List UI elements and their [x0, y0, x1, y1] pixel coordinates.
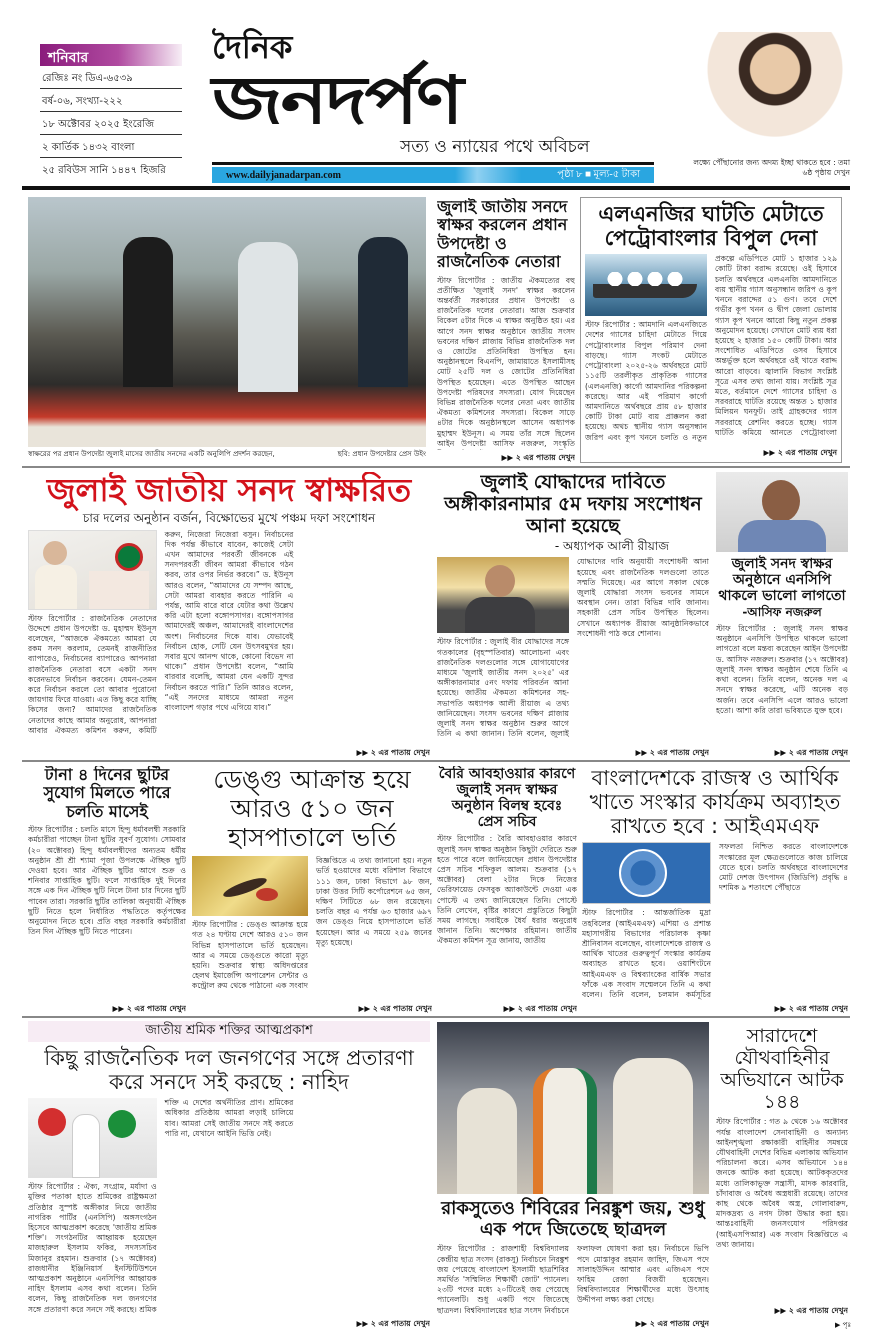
a3-article: [28, 472, 430, 758]
registration-number: রেজিঃ নং ডিএ-৬৫৩৯: [40, 66, 182, 89]
a4-photo: [437, 557, 569, 633]
date-hijri: ২৫ রবিউস সানি ১৪৪৭ হিজরি: [42, 165, 166, 176]
a4-body: [437, 557, 709, 745]
a9-article: [582, 766, 848, 1014]
a10-photo: [28, 1098, 157, 1178]
a10-jump-link[interactable]: ▶▶ ২ এর পাতায় দেখুন: [356, 1319, 430, 1328]
a1-headline[interactable]: জুলাই জাতীয় সনদে স্বাক্ষর করলেন প্রধান উপদেষ্টা ও রাজনৈতিক নেতারা: [437, 198, 568, 272]
a10-article: [28, 1021, 430, 1329]
a10-body: [28, 1098, 430, 1316]
a8-article: [437, 766, 577, 1014]
a1-body: স্টাফ রিপোর্টার : জাতীয় ঐকমত্যের বহু প্রতীক্ষিত 'জুলাই সনদ' স্বাক্ষর করলেন অন্তর্বর্তী সরকারের প্রধান উপদেষ্টা ও রাজনৈতিক দলের নেতারা। আজ শুক্রবার বিকেল ৫টার দিকে এ স্বাক্ষর অনুষ্ঠিত হয়। এর আগে সনদ স্বাক্ষর অনুষ্ঠানে জাতীয় সংসদ ভবনের দক্ষিণ প্লাজায় বিভিন্ন রাজনৈতিক দল ও জোটের প্রতিনিধিরা উপস্থিত হন। অনুষ্ঠানস্থলে বিএনপি, জামায়াতে ইসলামীসহ মোট ২৫টি দল ও জোটের প্রতিনিধিরা উপস্থিত হয়েছেন। এতে উপস্থিত আছেন উপদেষ্টা পরিষদের সদস্যরা। যোগ দিয়েছেন বিভিন্ন রাজনৈতিক দলের নেতা এবং জাতীয় ঐকমত্য কমিশনের সদস্যরা। বিকেল সাড়ে ৪টার দিকে অনুষ্ঠানস্থলে আসেন অধ্যাপক মুহাম্মদ ইউনূস। এ সময় তাঁর সঙ্গে ছিলেন আইন উপদেষ্টা আসিফ নজরুল, সংস্কৃতি: [437, 275, 575, 448]
a2-headline[interactable]: এলএনজির ঘাটতি মেটাতে পেট্রোবাংলার বিপুল দেনা: [598, 202, 824, 251]
lead-photo-credit: ছবি: প্রধান উপদেষ্টার প্রেস উইং: [337, 450, 426, 458]
ad-photo: [705, 32, 845, 156]
a5-photo: [716, 472, 848, 552]
header-rule: [22, 186, 850, 190]
divider: [22, 760, 850, 762]
a6-jump-link[interactable]: ▶▶ ২ এর পাতায় দেখুন: [112, 1004, 186, 1013]
a3-photo: [28, 530, 157, 610]
a3-headline[interactable]: জুলাই জাতীয় সনদ স্বাক্ষরিত: [46, 472, 412, 509]
a5-byline: -আসিফ নজরুল: [742, 605, 822, 620]
page-marker: ▶ পৃঃ: [835, 1321, 852, 1329]
a7-headline[interactable]: ডেঙ্গু আক্রান্ত হয়ে আরও ৫১০ জন হাসপাতালে ভর্তি: [213, 766, 411, 852]
a2-body: [585, 254, 837, 445]
a9-body: [582, 842, 848, 1001]
a6-headline[interactable]: টানা ৪ দিনের ছুটির সুযোগ মিলতে পারে চলতি মাসেই: [43, 766, 171, 821]
a8-headline[interactable]: বৈরি আবহাওয়ার কারণে জুলাই সনদ স্বাক্ষর অনুষ্ঠান বিলম্ব হবেঃ প্রেস সচিব: [438, 766, 576, 831]
a10-kicker: জাতীয় শ্রমিক শক্তির আত্মপ্রকাশ: [28, 1021, 430, 1042]
a12-headline[interactable]: সারাদেশে যৌথবাহিনীর অভিযানে আটক ১৪৪: [720, 1026, 844, 1113]
a2-text: স্টাফ রিপোর্টার : আমদানি এলএনজিতে দেশের গ্যাসের চাহিদা মেটাতে গিয়ে পেট্রোবাংলার বিপুল পরিমাণ দেনা বাড়ছে। গ্যাস সংকট মেটাতে পেট্রোবাংলা ২০২৫-২৬ অর্থবছরে মোট ১১৫টি তরলীকৃত প্রাকৃতিক গ্যাসের (এলএনজি) কার্গো আমদানির পরিকল্পনা করেছে। আর এই পরিমাণ কার্গো আমদানিতে অর্থবছরে প্রায় ৫৮ হাজার কোটি টাকা মোট ব্যয় প্রাক্কলন করা হয়েছে। অথচ স্থানীয় গ্যাস অনুসন্ধান জরিপ এবং কূপ খননে চলতি ও নতুন প্রকল্পে এডিপিতে মোট ১ হাজার ১২৯ কোটি টাকা বরাদ্দ রয়েছে। ওই হিসাবে চলতি অর্থবছরে এলএনজি আমদানিতে ব্যয় স্থানীয় গ্যাস অনুসন্ধান জরিপ ও কূপ খননে বরাদ্দের ৫১ গুণ। তবে দেশে গভীর কূপ খনন ও দ্বীপ জেলা ভোলায় গ্যাস কূপ খননে আরো কিছু নতুন প্রকল্প অনুমোদন হয়েছে। সেখানে মোট ব্যয় ধরা হয়েছে ২ হাজার ১৫০ কোটি টাকা। আর সংশোধিত এডিপিতে ওসব হিসাবে অন্তর্ভুক্ত হলে অর্থবছরে ওই খাতে বরাদ্দ আরো বাড়বে। জ্বালানি বিভাগ সংশ্লিষ্ট সূত্রে এসব তথ্য জানা যায়। সংশ্লিষ্ট সূত্র মতে, বর্তমানে দেশে গ্যাসের চাহিদা ও সরবরাহে ঘাটতি রয়েছে অন্তত ১ হাজার মিলিয়ন ঘনফুট। তাই গ্রাহকদের গ্যাস সরবরাহে রেশনিং করতে হচ্ছে। গ্যাস ঘাটতি কমিয়ে আনতে পেট্রোবাংলা: [585, 254, 837, 442]
date-bangla: ২ কার্তিক ১৪৩২ বাংলা: [40, 135, 182, 158]
weekday-label: শনিবার: [40, 44, 182, 66]
a4-headline[interactable]: জুলাই যোদ্ধাদের দাবিতে অঙ্গীকারনামার ৫ম দফায় সংশোধন আনা হয়েছে: [444, 472, 702, 537]
a10-headline[interactable]: কিছু রাজনৈতিক দল জনগণের সঙ্গে প্রতারণা করে সনদে সই করছে : নাহিদ: [44, 1045, 414, 1095]
a1-article: [437, 198, 575, 463]
mosquito-photo: [192, 856, 308, 916]
volume-issue: বর্ষ-০৬, সংখ্যা-২২২: [40, 89, 182, 112]
a3-subhead: চার দলের অনুষ্ঠান বর্জন, বিক্ষোভের মুখে পঞ্চম দফা সংশোধন: [82, 510, 376, 525]
a11-body: [437, 1244, 709, 1316]
a11-jump-link[interactable]: ▶▶ ২ এর পাতায় দেখুন: [635, 1319, 709, 1328]
masthead-logo: জনদর্পণ: [212, 62, 462, 139]
lead-photo-caption-row: [28, 450, 426, 458]
lead-photo-caption: স্বাক্ষরের পর প্রধান উপদেষ্টা জুলাই মাসের জাতীয় সনদের একটি অনুলিপি প্রদর্শন করছেন,: [28, 450, 275, 458]
a9-headline[interactable]: বাংলাদেশকে রাজস্ব ও আর্থিক খাতে সংস্কার কার্যক্রম অব্যাহত রাখতে হবে : আইএমএফ: [589, 766, 841, 839]
website-link[interactable]: www.dailyjanadarpan.com: [226, 169, 342, 181]
masthead-tagline: সত্য ও ন্যায়ের পথে অবিচল: [400, 137, 590, 157]
rucsu-victory-photo: [437, 1022, 709, 1194]
a9-text: স্টাফ রিপোর্টার : আন্তর্জাতিক মুদ্রা তহবিলের (আইএমএফ) এশিয়া ও প্রশান্ত মহাসাগরীয় বিভাগের পরিচালক কৃষ্ণা শ্রীনিবাসন বলেছেন, বাংলাদেশকে রাজস্ব ও আর্থিক খাতের গুরুত্বপূর্ণ সংস্কার কার্যক্রম অব্যাহত রাখতে হবে। ওয়াশিংটনে আইএমএফ ও বিশ্বব্যাংকের বার্ষিক সভার ফাঁকে এক সংবাদ সম্মেলনে তিনি এ কথা বলেন। তিনি বলেন, চলমান কর্মসূচির সফলতা নিশ্চিত করতে বাংলাদেশকে সংস্কারের মূল ক্ষেত্রগুলোতে কাজ চালিয়ে যেতে হবে। চলতি অর্থবছরে বাংলাদেশের মোট দেশজ উৎপাদন (জিডিপি) প্রবৃদ্ধি ৪ দশমিক ৯ শতাংশে পৌঁছাতে: [582, 842, 848, 1000]
ad-teaser-jump: ৬ষ্ঠ পৃষ্ঠায় দেখুন: [802, 168, 850, 177]
a12-jump-link[interactable]: ▶▶ ২ এর পাতায় দেখুন: [774, 1306, 848, 1315]
ad-teaser[interactable]: [690, 158, 850, 178]
lng-ship-photo: [585, 254, 707, 316]
a11-article: [437, 1022, 709, 1329]
a11-text: স্টাফ রিপোর্টার : রাজশাহী বিশ্ববিদ্যালয় কেন্দ্রীয় ছাত্র সংসদ (রাকসু) নির্বাচনে নিরঙ্কুশ জয় পেয়েছে বাংলাদেশ ইসলামী ছাত্রশিবির সমর্থিত 'সম্মিলিত শিক্ষার্থী জোট' প্যানেল। ২৩টি পদের মধ্যে ২০টিতেই জয় পেয়েছে প্যানেলটি। শুধু একটি পদে জিতেছে ছাত্রদল। বিশ্ববিদ্যালয়ের ছাত্র সংসদ নির্বাচনে ফলাফল ঘোষণা করা হয়। নির্বাচনে ভিপি পদে মোস্তাকুর রহমান জাহিদ, জিএস পদে সালাহউদ্দিন আম্মার এবং এজিএস পদে ফাহিম রেজা বিজয়ী হয়েছেন। বিশ্ববিদ্যালয়ের শিক্ষার্থীদের মধ্যে উৎসাহ উদ্দীপনা লক্ষ্য করা গেছে।: [437, 1244, 709, 1315]
a7-jump-link[interactable]: ▶▶ ২ এর পাতায় দেখুন: [358, 1004, 432, 1013]
a3-jump-link[interactable]: ▶▶ ২ এর পাতায় দেখুন: [356, 748, 430, 757]
a7-body: [192, 856, 432, 1001]
a2-jump-link[interactable]: ▶▶ ২ এর পাতায় দেখুন: [763, 448, 837, 457]
a7-text: স্টাফ রিপোর্টার : ডেঙ্গু আক্রান্ত হয়ে গত ২৪ ঘণ্টায় দেশে আরও ৫১০ জন বিভিন্ন হাসপাতালে ভর্তি হয়েছেন। আর এ সময়ে ডেঙ্গুতে কারো মৃত্যু হয়নি। শুক্রবার স্বাস্থ্য অধিদপ্তরের হেলথ ইমার্জেন্সি অপারেশন সেন্টার ও কন্ট্রোল রুম থেকে পাঠানো এক সংবাদ বিজ্ঞপ্তিতে এ তথ্য জানানো হয়। নতুন ভর্তি হওয়াদের মধ্যে বরিশাল বিভাগে ১১১ জন, ঢাকা বিভাগে ৯৮ জন, ঢাকা উত্তর সিটি কর্পোরেশনে ৬৫ জন, দক্ষিণ সিটিতে ৬৮ জন রয়েছেন। চলতি বছর এ পর্যন্ত ৬৩ হাজার ৬৯৭ জন ডেঙ্গু নিয়ে হাসপাতালে ভর্তি হয়েছেন। আর এ সময়ে ২৫৯ জনের মৃত্যু হয়েছে।: [192, 856, 432, 991]
a1-jump-link[interactable]: ▶▶ ২ এর পাতায় দেখুন: [501, 453, 575, 462]
masthead-rule: [212, 162, 654, 165]
a12-body: স্টাফ রিপোর্টার : গত ৯ থেকে ১৬ অক্টোবর পর্যন্ত বাংলাদেশ সেনাবাহিনী ও অন্যান্য আইনশৃঙ্খলা রক্ষাকারী বাহিনীর সমন্বয়ে যৌথবাহিনী দেশের বিভিন্ন এলাকায় অভিযান পরিচালনা করে। এসব অভিযানে ১৪৪ জনকে আটক করা হয়েছে। আটককৃতদের মধ্যে তালিকাভুক্ত সন্ত্রাসী, মাদক কারবারি, চাঁদাবাজ ও অবৈধ অস্ত্রধারী রয়েছে। তাদের কাছ থেকে অবৈধ অস্ত্র, গোলাবারুদ, মাদকদ্রব্য ও নগদ টাকা উদ্ধার করা হয়। আন্তঃবাহিনী জনসংযোগ পরিদপ্তর (আইএসপিআর) এক সংবাদ বিজ্ঞপ্তিতে এ তথ্য জানায়।: [716, 1117, 848, 1249]
a6-body: স্টাফ রিপোর্টার : চলতি মাসে হিন্দু ধর্মাবলম্বী সরকারি কর্মচারীরা পাচ্ছেন টানা ছুটির সুবর্ণ সুযোগ। সোমবার (২০ অক্টোবর) হিন্দু ধর্মাবলম্বীদের অন্যতম ধর্মীয় অনুষ্ঠান শ্রী শ্রী শ্যামা পূজা উপলক্ষে ঐচ্ছিক ছুটি দেওয়া হবে। আর ঐচ্ছিক ছুটির আগে শুক্র ও শনিবার সাপ্তাহিক ছুটি। ফলে সাপ্তাহিক দুই দিনের সঙ্গে এক দিন ঐচ্ছিক ছুটি নিলে টানা চার দিনের ছুটি পাবেন তারা। সরকারি ছুটির তালিকা অনুযায়ী ঐচ্ছিক ছুটি নিতে হলে নির্ধারিত পদ্ধতিতে কর্তৃপক্ষের অনুমোদন নিতে হবে। প্রতি বছর সরকারি কর্মচারীরা তিন দিন ঐচ্ছিক ছুটি নিতে পারেন।: [28, 825, 186, 937]
a5-body: স্টাফ রিপোর্টার : জুলাই সনদ স্বাক্ষর অনুষ্ঠানে এনসিপি উপস্থিত থাকলে ভালো লাগতো বলে মন্তব্য করেছেন আইন উপদেষ্টা ড. আসিফ নজরুল। শুক্রবার (১৭ অক্টোবর) জুলাই সনদ স্বাক্ষর অনুষ্ঠান শেষে তিনি এ কথা বলেন। তিনি বলেন, অনেক দল এ সনদে স্বাক্ষর করেছে, এটি অনেক বড় অর্জন। তবে এনসিপি এলে আরও ভালো হতো। আশা করি তারা ভবিষ্যতে যুক্ত হবে।: [716, 624, 848, 715]
page-price: পৃষ্ঠা ৮ ■ মূল্য-৫ টাকা: [557, 168, 640, 180]
a3-text: স্টাফ রিপোর্টার : রাজনৈতিক নেতাদের উদ্দেশে প্রধান উপদেষ্টা ড. মুহাম্মদ ইউনূস বলেছেন, “আজকে ঐকমত্যে আমরা যে রকম সনদ করলাম, তেমনই রাজনীতির ব্যাপারেও, নির্বাচনের ব্যাপারেও আপনারা রাজনৈতিক নেতারা বসে একটা সনদ করেনভাবে নির্বাচন করবেন। যেমন-তেমন করে নির্বাচন করলে তো আবার পুরোনো জায়গায় ফিরে যাওয়া। এত কিছু করে যাচ্ছি কিসের জন্য? আমাদের রাজনৈতিক নেতাদের কাছে আমার অনুরোধ, আপনারা আবার ঐকমত্য কমিশন করুন, কমিটি করুন, নিজেরা নিজেরা বসুন। নির্বাচনের দিক পর্যন্ত কীভাবে যাবেন, কাজেই সেটা এখন আমাদের পরবর্তী জীবনকে এই সনদপরবর্তী জীবন আমরা কীভাবে গঠন করব, তার ওপর নির্ভর করবে।” ড. ইউনূস আরও বলেন, “আমাদের যে সম্পদ আছে, সেটা আমরা ব্যবহার করতে পারিনি এ পর্যন্ত, আমি বারে বারে যেটার কথা উল্লেখ করি এটা হলো বঙ্গোপসাগর। বঙ্গোপসাগর আমাদেরই অঞ্চল, আমাদেরই বাংলাদেশের অংশ। নির্বাচনের দিকে যাব। যেভাবেই নির্বাচন হোক, সেটি যেন উৎসবমুখর হয়। সবার মুখে আনন্দ থাকে, কোনো বিভেদ না থাকে।” প্রধান উপদেষ্টা বলেন, “আমি বারবার বলেছি, আমরা যেন একটি সুন্দর নির্বাচন করতে পারি।” তিনি আরও বলেন, “এই সনদের মাধ্যমে আমরা নতুন বাংলাদেশ গড়ার পথে এগিয়ে যাব।”: [28, 529, 294, 735]
a10-text: স্টাফ রিপোর্টার : ঐক্য, সংগ্রাম, মর্যাদা ও মুক্তির পতাকা হাতে শ্রমিকের রাষ্ট্রক্ষমতা প্রতিষ্ঠার সুস্পষ্ট অঙ্গীকার নিয়ে জাতীয় নাগরিক পার্টির (এনসিপি) অঙ্গসংগঠন হিসেবে আত্মপ্রকাশ করেছে 'জাতীয় শ্রমিক শক্তি'। সংগঠনটির আহ্বায়ক হয়েছেন মাজহারুল ইসলাম ফকির, সদস্যসচিব মিজানুর রহমান। শুক্রবার (১৭ অক্টোবর) রাজধানীর ইঞ্জিনিয়ার্স ইনস্টিটিউশনে আত্মপ্রকাশ অনুষ্ঠানে এনসিপির আহ্বায়ক নাহিদ ইসলাম এসব কথা বলেন। তিনি বলেন, কিছু রাজনৈতিক দল জনগণের সঙ্গে প্রতারণা করে সনদে সই করছে। শ্রমিক শক্তি এ দেশের অর্থনীতির প্রাণ। শ্রমিকের অধিকার প্রতিষ্ঠায় আমরা লড়াই চালিয়ে যাব। আমরা সেই জাতীয় সনদে সই করতে পারি না, যেখানে আইনি ভিত্তি নেই।: [28, 1098, 294, 1314]
date-english: ১৮ অক্টোবর ২০২৫ ইংরেজি: [40, 112, 182, 135]
divider: [22, 466, 850, 468]
ad-teaser-text: লক্ষ্যে পৌঁছানোর জন্য অদম্য ইচ্ছা থাকতে হবে : তমা: [693, 158, 850, 167]
a8-jump-link[interactable]: ▶▶ ২ এর পাতায় দেখুন: [503, 1004, 577, 1013]
a4-article: [437, 472, 709, 758]
a5-jump-link[interactable]: ▶▶ ২ এর পাতায় দেখুন: [774, 748, 848, 757]
a5-headline[interactable]: জুলাই সনদ স্বাক্ষর অনুষ্ঠানে এনসিপি থাকলে ভালো লাগতো: [718, 556, 846, 605]
a9-jump-link[interactable]: ▶▶ ২ এর পাতায় দেখুন: [774, 1004, 848, 1013]
a2-article: [580, 197, 842, 463]
a8-body: স্টাফ রিপোর্টার : বৈরি আবহাওয়ার কারণে জুলাই সনদ স্বাক্ষর অনুষ্ঠান কিছুটা দেরিতে শুরু হতে পারে বলে জানিয়েছেন প্রধান উপদেষ্টার প্রেস সচিব শফিকুল আলম। শুক্রবার (১৭ অক্টোবর) বেলা ২টার দিকে নিজের ভেরিফায়েড ফেসবুক অ্যাকাউন্টে দেওয়া এক পোস্টে এ তথ্য জানিয়েছেন তিনি। পোস্টে তিনি লেখেন, বৃষ্টির কারণে প্রস্তুতিতে কিছুটা সময় লাগছে। সবাইকে ধৈর্য ধরার অনুরোধ জানান তিনি। অপেক্ষার রহিমান। জাতীয় ঐকমত্য কমিশন সূত্র জানায়, জাতীয়: [437, 834, 577, 946]
a12-article: [716, 1026, 848, 1316]
masthead-dainik: দৈনিক: [212, 28, 293, 66]
a3-body: [28, 530, 430, 745]
lead-photo: [28, 197, 426, 447]
a6-article: [28, 766, 186, 1014]
a11-headline[interactable]: রাকসুতেও শিবিরের নিরঙ্কুশ জয়, শুধু এক পদে জিতেছে ছাত্রদল: [441, 1198, 705, 1240]
url-bar: [212, 167, 654, 183]
divider: [22, 1016, 850, 1018]
a4-byline: - অধ্যাপক আলী রীয়াজ: [554, 538, 669, 553]
a4-jump-link[interactable]: ▶▶ ২ এর পাতায় দেখুন: [635, 748, 709, 757]
a5-article: [716, 472, 848, 758]
a4-text: স্টাফ রিপোর্টার : জুলাই বীর যোদ্ধাদের সঙ্গে গতকালের (বৃহস্পতিবার) আলোচনা এবং রাজনৈতিক দলগুলোর সঙ্গে যোগাযোগের মাধ্যমে 'জুলাই জাতীয় সনদ ২০২৫' এর অঙ্গীকারনামার ৫নং দফায় পরিবর্তন আনা হয়েছে। জাতীয় ঐকমত্য কমিশনের সহ-সভাপতি অধ্যাপক আলী রীয়াজ এ তথ্য জানিয়েছেন। সংসদ ভবনের দক্ষিণ প্লাজায় জুলাই সনদ স্বাক্ষর অনুষ্ঠান শুরুর আগে তিনি এ কথা জানান। তিনি বলেন, জুলাই যোদ্ধাদের দাবি অনুযায়ী সংশোধনী আনা হয়েছে এবং রাজনৈতিক দলগুলো তাতে সম্মতি দিয়েছে। এর আগে সকাল থেকে জুলাই যোদ্ধারা সংসদ ভবনের সামনে অবস্থান নেন। তারা বিভিন্ন দাবি জানান। সহকারী প্রেস সচিব উপস্থিত ছিলেন। সেখানে অধ্যাপক রীয়াজ আনুষ্ঠানিকভাবে সংশোধনী পাঠ করে শোনান।: [437, 557, 709, 739]
date-box: [40, 44, 182, 181]
a7-article: [192, 766, 432, 1014]
imf-logo-photo: [582, 842, 711, 904]
